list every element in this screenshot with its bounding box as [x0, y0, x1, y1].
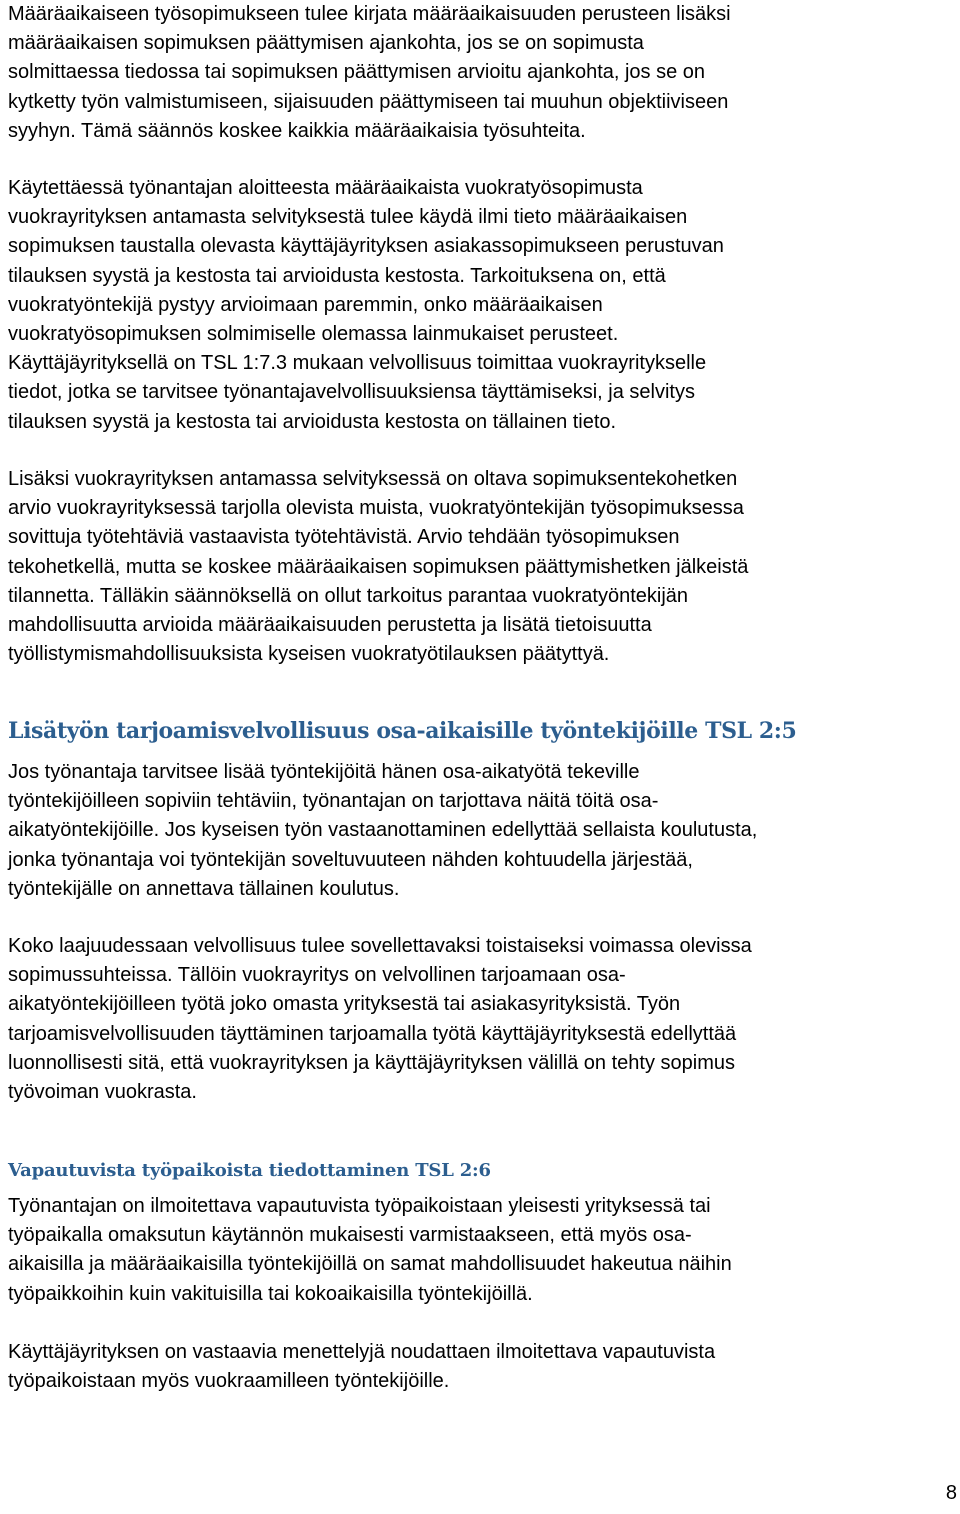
paragraph-part-time-offer: Jos työnantaja tarvitsee lisää työntekijöitä hänen osa-aikatyötä tekeville työntekijöilleen sopiviin tehtäviin, työnantajan on tarjottava näitä töitä osa- aikatyöntekijöille. Jos kyseisen työn vastaanottaminen edellyttää sellaista koulutusta, jonka työnantaja voi työntekijän soveltuvuuteen nähden kohtuudella järjestää, työntekijälle on annettava tällainen koulutus. — [8, 761, 758, 900]
paragraph-agency-work-report: Käytettäessä työnantajan aloitteesta määräaikaista vuokratyösopimusta vuokrayrityksen antamasta selvityksestä tulee käydä ilmi tieto määräaikaisen sopimuksen taustalla olevasta käyttäjäyrityksen asiakassopimukseen perustuvan tilauksen syystä ja kestosta tai arvioidusta kestosta. Tarkoituksena on, että vuokratyöntekijä pystyy arvioimaan paremmin, onko määräaikaisen vuokratyösopimuksen solmimiselle olemassa lainmukaiset perusteet. Käyttäjäyrityksellä on TSL 1:7.3 mukaan velvollisuus toimittaa vuokrayritykselle tiedot, jotka se tarvitsee työnantajavelvollisuuksiensa täyttämiseksi, ja selvitys tilauksen syystä ja kestosta tai arvioidusta kestosta on tällainen tieto. — [8, 177, 724, 433]
paragraph-vacancy-notification: Työnantajan on ilmoitettava vapautuvista työpaikoistaan yleisesti yrityksessä tai työpaikalla omaksutun käytännön mukaisesti varmistaakseen, että myös osa- aikaisilla ja määräaikaisilla työntekijöillä on samat mahdollisuudet hakeutua näihin työpaikkoihin kuin vakituisilla tai kokoaikaisilla työntekijöillä. — [8, 1195, 732, 1305]
paragraph-full-scope-obligation: Koko laajuudessaan velvollisuus tulee sovellettavaksi toistaiseksi voimassa olevissa sopimussuhteissa. Tällöin vuokrayritys on velvollinen tarjoamaan osa- aikatyöntekijöilleen työtä joko omasta yrityksestä tai asiakasyrityksistä. Työn tarjoamisvelvollisuuden täyttäminen tarjoamalla työtä käyttäjäyrityksestä edellyttää luonnollisesti sitä, että vuokrayrityksen ja käyttäjäyrityksen välillä on tehty sopimus työvoiman vuokrasta. — [8, 935, 752, 1104]
paragraph-user-company-notification: Käyttäjäyrityksen on vastaavia menettelyjä noudattaen ilmoitettava vapautuvista työpaikoistaan myös vuokraamilleen työntekijöille. — [8, 1341, 716, 1393]
paragraph-work-estimate: Lisäksi vuokrayrityksen antamassa selvityksessä on oltava sopimuksentekohetken arvio vuokrayrityksessä tarjolla olevista muista, vuokratyöntekijän työsopimuksessa sovittuja työtehtäviä vastaavista työtehtävistä. Arvio tehdään työsopimuksen tekohetkellä, mutta se koskee määräaikaisen sopimuksen päättymishetken jälkeistä tilannetta. Tälläkin säännöksellä on ollut tarkoitus parantaa vuokratyöntekijän mahdollisuutta arvioida määräaikaisuuden perustetta ja lisätä tietoisuutta työllistymismahdollisuuksista kyseisen vuokratyötilauksen päätyttyä. — [8, 468, 749, 666]
section-heading-additional-work: Lisätyön tarjoamisvelvollisuus osa-aikaisille työntekijöille TSL 2:5 — [8, 718, 797, 744]
section-heading-vacancy-notice: Vapautuvista työpaikoista tiedottaminen TSL 2:6 — [8, 1160, 491, 1181]
page-number: 8 — [945, 1482, 957, 1504]
paragraph-fixed-term-contract: Määräaikaiseen työsopimukseen tulee kirjata määräaikaisuuden perusteen lisäksi määräaikaisen sopimuksen päättymisen ajankohta, jos se on sopimusta solmittaessa tiedossa tai sopimuksen päättymisen arvioitu ajankohta, jos se on kytketty työn valmistumiseen, sijaisuuden päättymiseen tai muuhun objektiiviseen syyhyn. Tämä säännös koskee kaikkia määräaikaisia työsuhteita. — [8, 3, 731, 142]
